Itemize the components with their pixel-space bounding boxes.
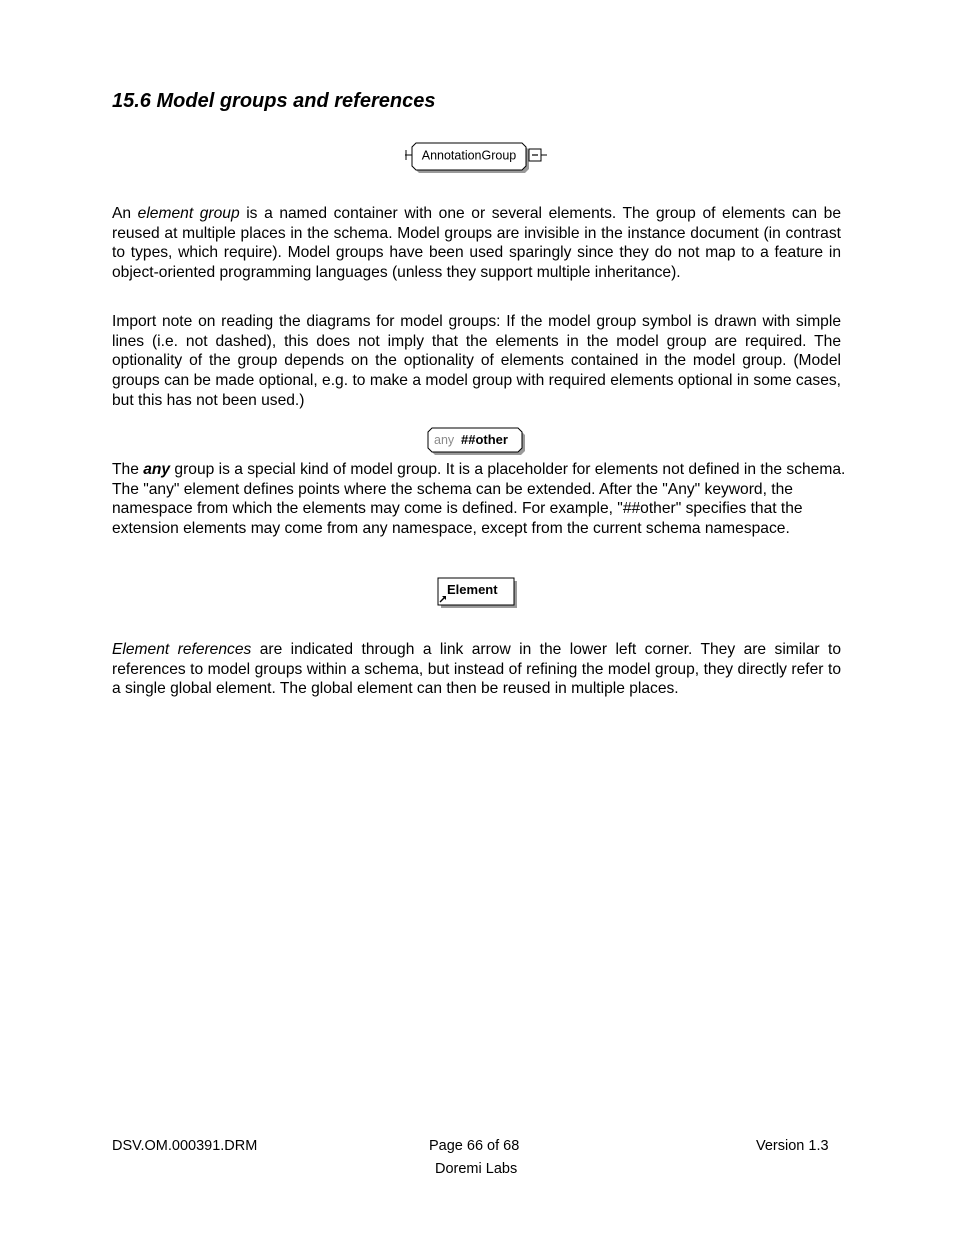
element-reference-diagram [434, 574, 524, 612]
section-title: 15.6 Model groups and references [112, 90, 436, 112]
term-element-group: element group [137, 205, 240, 222]
footer-doc-id: DSV.OM.000391.DRM [112, 1138, 258, 1154]
any-other-diagram [424, 424, 528, 456]
paragraph-diagram-note: Import note on reading the diagrams for model groups: If the model group symbol is drawn with simple lines (i.e. not dashed), this does not imply that the elements in the model group are required. The optionality of the group depends on the optionality of elements contained in the model group. (Model groups can be made optional, e.g. to make a model group with required elements optional in some cases, but this has not been used.) [112, 313, 841, 409]
term-any: any [143, 461, 171, 478]
paragraph-any-group: The any group is a special kind of model group. It is a placeholder for elements not defined in the schema. The "any" element defines points where the schema can be extended. After the "Any" keyword, the namespace from which the elements may come is defined. For example, "##other" specifies that the extension elements may come from any namespace, except from the current schema namespace. [112, 461, 846, 538]
footer-page-number: Page 66 of 68 [429, 1138, 520, 1154]
element-label: Element [447, 582, 498, 597]
footer-version: Version 1.3 [756, 1138, 829, 1154]
annotation-group-label: AnnotationGroup [421, 148, 517, 163]
paragraph-element-group: An element group is a named container with one or several elements. The group of elements can be reused at multiple places in the schema. Model groups are invisible in the instance document (in contrast to types, which require). Model groups have been used sparingly since they do not map to a feature in object-oriented programming languages (unless they support multiple inheritance). [112, 205, 841, 282]
term-element-references: Element references [112, 641, 252, 658]
namespace-label: ##other [461, 432, 508, 447]
paragraph-element-references: Element references are indicated through a link arrow in the lower left corner. They are similar to references to model groups within a schema, but instead of refining the model group, they directly refer to a single global element. The global element can then be reused in multiple places. [112, 641, 841, 698]
footer-company: Doremi Labs [435, 1161, 518, 1177]
any-label: any [434, 433, 455, 447]
annotation-group-diagram [400, 138, 552, 176]
